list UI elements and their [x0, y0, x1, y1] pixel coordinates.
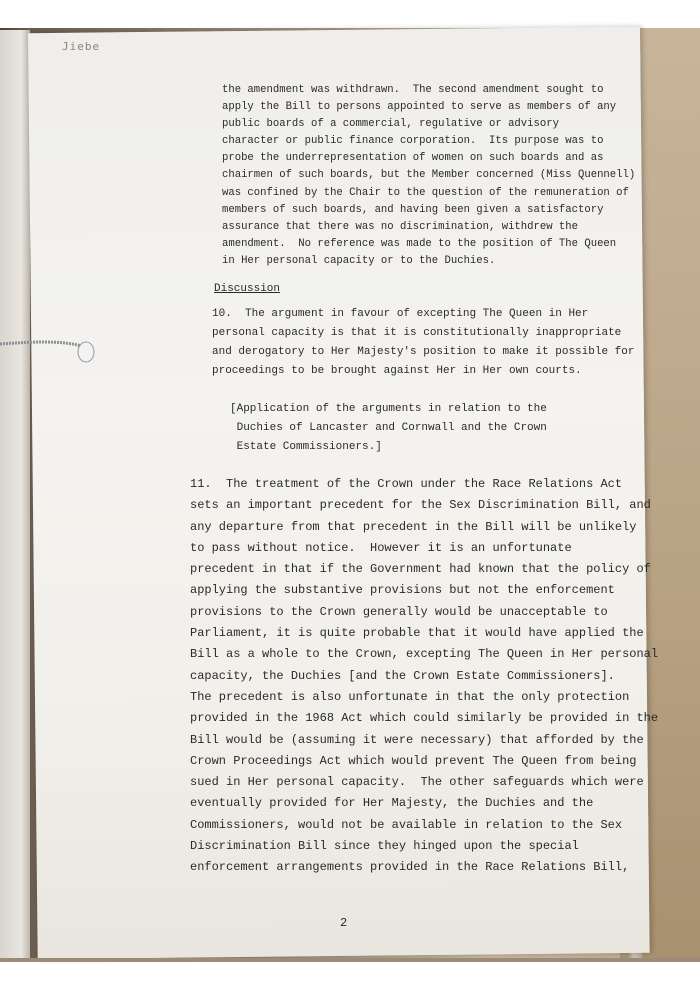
text-line: sets an important precedent for the Sex Discrimination Bill, and: [190, 498, 651, 513]
text-line: provisions to the Crown generally would be unacceptable to: [190, 604, 608, 619]
text-line: Discrimination Bill since they hinged upon the special: [190, 839, 579, 854]
treasury-tag-string: [0, 330, 95, 370]
text-line: apply the Bill to persons appointed to serve as members of any: [222, 101, 617, 114]
text-line: precedent in that if the Government had known that the policy of: [190, 562, 651, 577]
text-line: Commissioners, would not be available in relation to the Sex: [190, 817, 623, 832]
text-line: Estate Commissioners.]: [230, 441, 382, 453]
corner-annotation: Jiebe: [62, 40, 101, 53]
text-line: 11. The treatment of the Crown under the Race Relations Act: [190, 477, 623, 491]
text-line: Bill would be (assuming it were necessary) that afforded by the: [190, 732, 644, 747]
continued-paragraph: [222, 82, 635, 270]
shelf-edge: [0, 958, 700, 962]
paragraph-10: [212, 305, 634, 381]
text-line: sued in Her personal capacity. The other safeguards which were: [190, 775, 644, 790]
text-line: applying the substantive provisions but not the enforcement: [190, 583, 615, 598]
text-line: Parliament, it is quite probable that it would have applied the: [190, 626, 644, 641]
text-line: assurance that there was no discrimination, withdrew the: [222, 220, 579, 233]
text-line: Crown Proceedings Act which would prevent The Queen from being: [190, 753, 637, 768]
text-line: chairmen of such boards, but the Member concerned (Miss Quennell): [222, 169, 636, 182]
text-line: [Application of the arguments in relation to the: [230, 403, 547, 415]
text-line: Bill as a whole to the Crown, excepting The Queen in Her personal: [190, 647, 659, 662]
underlying-sheet: [0, 30, 30, 960]
section-heading: Discussion: [214, 283, 281, 295]
text-line: to pass without notice. However it is an unfortunate: [190, 540, 572, 555]
text-line: proceedings to be brought against Her in Her own courts.: [212, 365, 582, 377]
text-line: personal capacity is that it is constitutionally inappropriate: [212, 327, 622, 339]
text-line: eventually provided for Her Majesty, the Duchies and the: [190, 796, 594, 811]
text-line: probe the underrepresentation of women on such boards and as: [222, 152, 604, 165]
text-line: 10. The argument in favour of excepting The Queen in Her: [212, 308, 589, 320]
page-number: 2: [340, 916, 348, 930]
text-line: was confined by the Chair to the question of the remuneration of: [222, 186, 629, 199]
text-line: members of such boards, and having been given a satisfactory: [222, 203, 604, 216]
text-line: Duchies of Lancaster and Cornwall and the Crown: [230, 422, 547, 434]
text-line: enforcement arrangements provided in the Race Relations Bill,: [190, 860, 630, 875]
text-line: amendment. No reference was made to the position of The Queen: [222, 237, 617, 250]
text-line: and derogatory to Her Majesty's position to make it possible for: [212, 346, 635, 358]
text-line: public boards of a commercial, regulative or advisory: [222, 118, 559, 131]
text-line: capacity, the Duchies [and the Crown Estate Commissioners].: [190, 668, 615, 683]
text-line: any departure from that precedent in the Bill will be unlikely: [190, 519, 637, 534]
paragraph-11: [190, 474, 658, 879]
text-line: character or public finance corporation. Its purpose was to: [222, 135, 604, 148]
text-line: The precedent is also unfortunate in that the only protection: [190, 689, 630, 704]
bracketed-note: [230, 400, 547, 457]
text-line: provided in the 1968 Act which could similarly be provided in the: [190, 711, 659, 726]
text-line: in Her personal capacity or to the Duchies.: [222, 254, 496, 267]
text-line: the amendment was withdrawn. The second amendment sought to: [222, 84, 604, 96]
